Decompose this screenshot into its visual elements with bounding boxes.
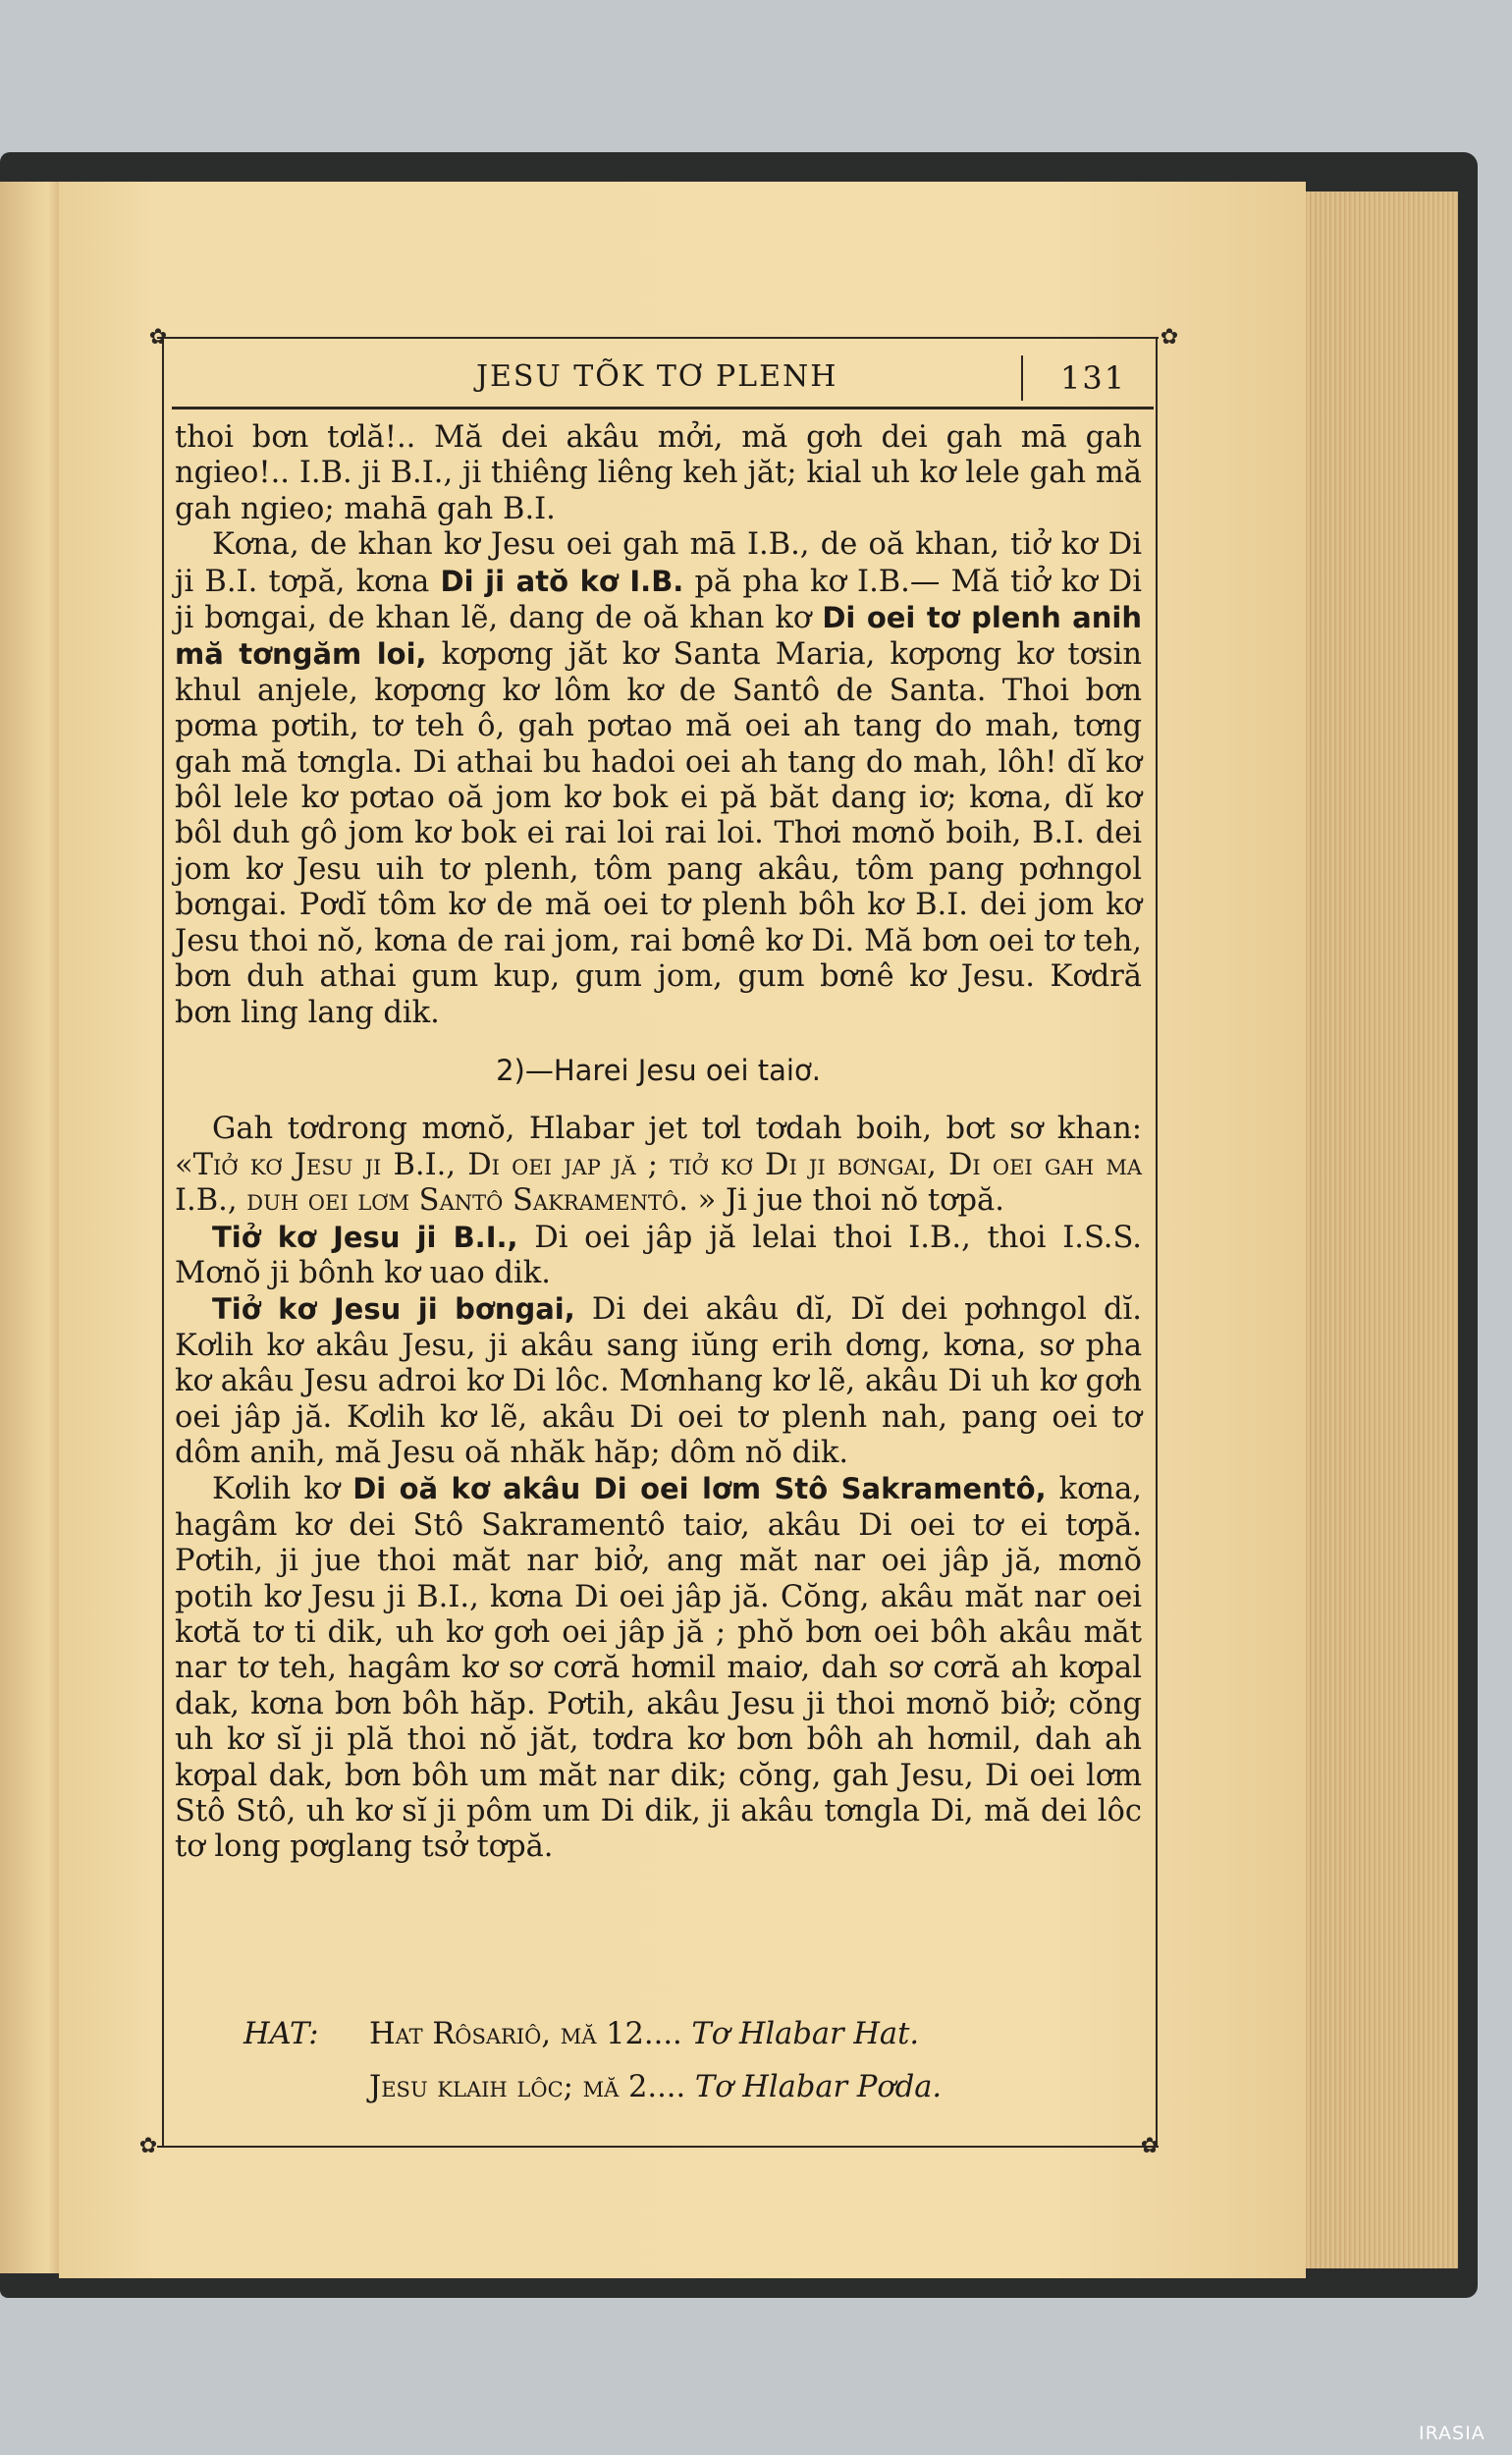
paragraph: Tiở kơ Jesu ji bơngai, Di dei akâu dĭ, Dĭ dei pơhngol dĭ. Kơlih kơ akâu Jesu, ji akâu sang iŭng erih dơng, kơna, sơ pha kơ akâu Jesu adroi kơ Di lôc. Mơnhang kơ lẽ, akâu Di uh kơ gơh oei jâp jă. Kơlih kơ lẽ, akâu Di oei tơ plenh nah, pang oei tơ dôm anih, mă Jesu oă nhăk hăp; dôm nŏ dik. [175,1292,1142,1470]
hat-label: HAT: [243,2017,319,2051]
hymn-references [243,2008,1127,2114]
running-header [172,355,1154,401]
header-title: JESU TÕK TƠ PLENH [476,359,838,394]
paragraph: Kơna, de khan kơ Jesu oei gah mā I.B., de oă khan, tiở kơ Di ji B.I. tơpă, kơna Di ji atŏ kơ I.B. pă pha kơ I.B.— Mă tiở kơ Di ji bơngai, de khan lẽ, dang de oă khan kơ Di oei tơ plenh anih mă tơngăm loi, kơpơng jăt kơ Santa Maria, kơpơng kơ tơsin khul anjele, kơpơng kơ lôm kơ de Santô de Santa. Thoi bơn pơma pơtih, tơ teh ô, gah pơtao mă oei ah tang do mah, tơng gah mă tơngla. Di athai bu hadoi oei ah tang do mah, lôh! dĭ kơ bôl lele kơ pơtao oă jom kơ bok ei pă băt dang iơ; kơna, dĭ kơ bôl duh gô jom kơ bok ei rai loi rai loi. Thơi mơnŏ boih, B.I. dei jom kơ Jesu uih tơ plenh, tôm pang akâu, tôm pang pơhngol bơngai. Pơdĭ tôm kơ de mă oei tơ plenh bôh kơ B.I. dei jom kơ Jesu thoi nŏ, kơna de rai jom, rai bơnê kơ Di. Mă bơn oei tơ teh, bơn duh athai gum kup, gum jom, gum bơnê kơ Jesu. Kơdră bơn ling lang dik. [175,527,1142,1030]
paragraph: Gah tơdrong mơnŏ, Hlabar jet tơl tơdah boih, bơt sơ khan: «Tiở kơ Jesu ji B.I., Di oei jap jă ; tiở kơ Di ji bơngai, Di oei gah ma I.B., duh oei lơm Santô Sakramentô. » Ji jue thoi nŏ tơpă. [175,1112,1142,1219]
paragraph: Kơlih kơ Di oă kơ akâu Di oei lơm Stô Sakramentô, kơna, hagâm kơ dei Stô Sakramentô taiơ, akâu Di oei tơ ei tơpă. Pơtih, ji jue thoi măt nar biở, ang măt nar oei jâp jă, mơnŏ potih kơ Jesu ji B.I., kơna Di oei jâp jă. Cŏng, akâu măt nar oei kơtă tơ ti dik, uh kơ gơh oei jâp jă ; phŏ bơn oei bôh akâu măt nar tơ teh, hagâm kơ sơ cơră hơmil maiơ, dah sơ cơră ah kơpal dak, kơna bơn bôh hăp. Pơtih, akâu Jesu ji thoi mơnŏ biở; cŏng uh kơ sĭ ji plă thoi nŏ jăt, tơdra kơ bơn bôh ah hơmil, dah ah kơpal dak, bơn bôh um măt nar dik; cŏng, gah Jesu, Di oei lơm Stô Stô, uh kơ sĭ ji pôm um Di dik, ji akâu tơngla Di, mă dei lôc tơ long pơglang tsở tơpă. [175,1472,1142,1865]
section-heading: 2)—Harei Jesu oei taiơ. [496,1053,821,1087]
flower-ornament-icon: ✿ [148,325,168,350]
flower-ornament-icon: ✿ [1140,2134,1160,2158]
watermark: IRASIA [1419,2423,1485,2444]
hymn-line: HAT: Hat Rôsariô, mă 12.... Tơ Hlabar Hat. [243,2008,1127,2061]
paragraph: thoi bơn tơlă!.. Mă dei akâu mởi, mă gơh dei gah mā gah ngieo!.. I.B. ji B.I., ji thiêng liêng keh jăt; kial uh kơ lele gah mă gah ngieo; mahā gah B.I. [175,420,1142,526]
paragraph: Tiở kơ Jesu ji B.I., Di oei jâp jă lelai thoi I.B., thoi I.S.S. Mơnŏ ji bônh kơ uao dik. [175,1220,1142,1290]
flower-ornament-icon: ✿ [1160,325,1179,350]
flower-ornament-icon: ✿ [138,2134,158,2158]
page-number: 131 [1060,359,1127,397]
bottom-border-rule [157,2146,1159,2148]
header-rule [172,407,1154,409]
hymn-line: Jesu klaih lôc; mă 2.... Tơ Hlabar Pơda. [369,2070,943,2104]
page-stack-edge [1296,191,1458,2268]
header-separator [1021,355,1023,401]
body-text [175,420,1142,1866]
